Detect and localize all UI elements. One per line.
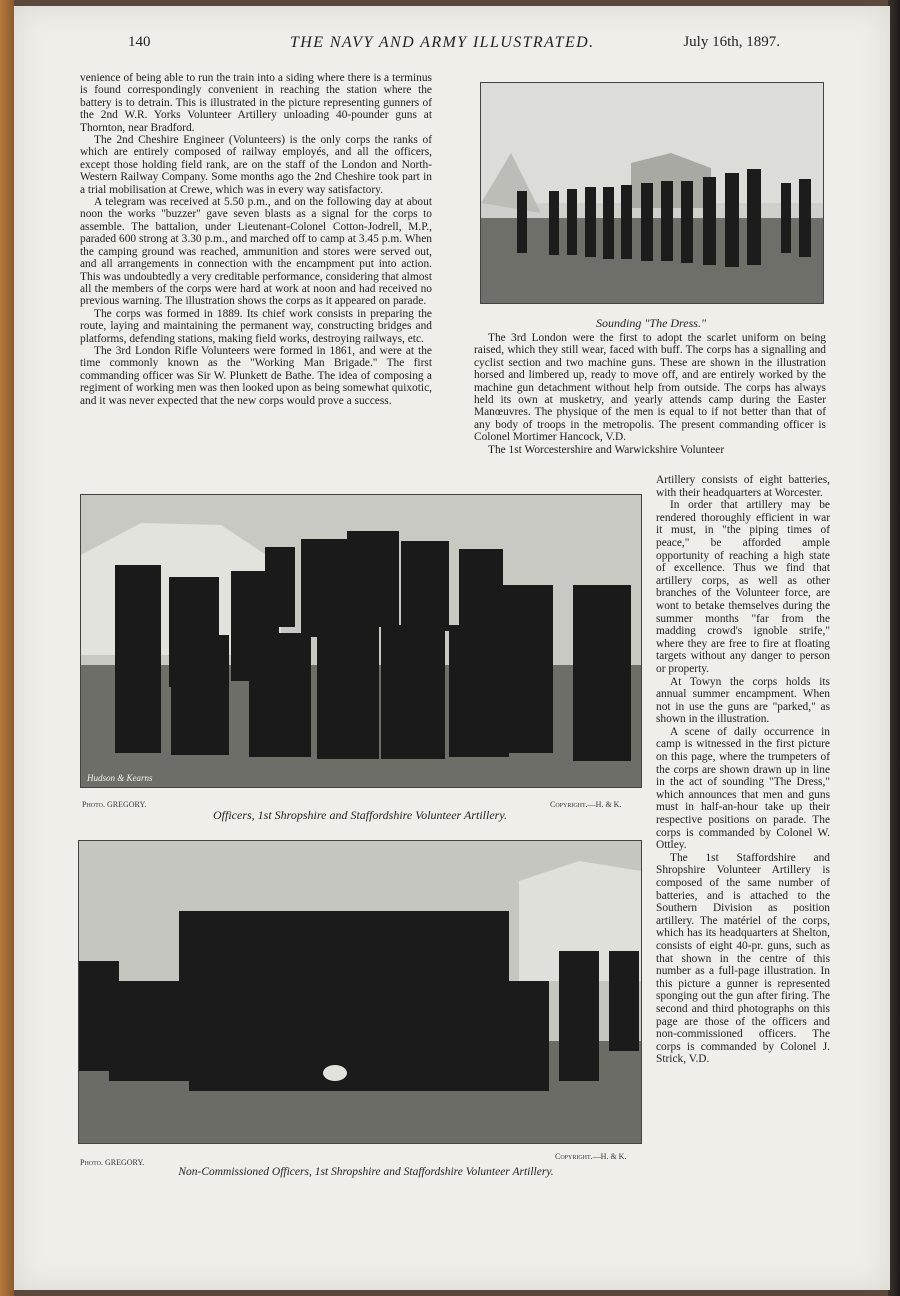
paragraph: The corps was formed in 1889. Its chief work consists in preparing the route, laying and maintaining the permanent way, constructing bridges and platforms, defending stations, making field works, destroying railways, etc. bbox=[80, 307, 432, 345]
photo3-caption: Non-Commissioned Officers, 1st Shropshire and Staffordshire Volunteer Artillery. bbox=[178, 1166, 554, 1178]
issue-date: July 16th, 1897. bbox=[683, 34, 780, 50]
running-header bbox=[100, 34, 780, 56]
paragraph: A telegram was received at 5.50 p.m., and on the following day at about noon the works "buzzer" gave seven blasts as a signal for the corps to assemble. The battalion, under Lieutenant-Colonel Cotton-Jodrell, M.P., paraded 600 strong at 3.30 p.m., and marched off to camp at 3.45 p.m. When the camping ground was reached, ammunition and stores were served out, and all arrangements in connection with the encampment put into action. This was undoubtedly a very creditable performance, considering that almost all the members of the corps were hard at work at noon and had received no previous warning. The illustration shows the corps as it appeared on parade. bbox=[80, 196, 432, 308]
photo2-caption: Officers, 1st Shropshire and Staffordshire Volunteer Artillery. bbox=[213, 808, 507, 822]
paragraph: The 1st Worcestershire and Warwickshire Volunteer bbox=[488, 443, 725, 456]
photo3-credit-left: Photo. GREGORY. bbox=[80, 1158, 145, 1167]
page-left-edge bbox=[0, 0, 14, 1296]
photo-sounding-the-dress bbox=[480, 82, 824, 304]
paragraph: venience of being able to run the train into a siding where there is a terminus is found correspondingly convenient in reaching the station where the battery is to detrain. This is illustrated in the picture representing gunners of the 2nd W.R. Yorks Volunteer Artillery unloading 40-pounder guns at Thornton, near Bradford. bbox=[80, 72, 432, 134]
paragraph: The 2nd Cheshire Engineer (Volunteers) is the only corps the ranks of which are entirely composed of railway employés, and all the officers, except those holding field rank, are on the staff of the London and North-Western Railway Company. Some months ago the 2nd Cheshire took part in a trial mobilisation at Crewe, which was in every way satisfactory. bbox=[80, 134, 432, 196]
paragraph: The 3rd London were the first to adopt the scarlet uniform on being raised, which they still wear, faced with buff. The corps has a signalling and cyclist section and two machine guns. These are shown in the illustration horsed and limbered up, ready to move off, and are entirely worked by the machine gun detachment without help from outside. The corps has always held its own at musketry, and yearly attends camp during the Easter Manœuvres. The physique of the men is equal to if not better than that of any body of troops in the metropolis. The present commanding officer is Colonel Mortimer Hancock, V.D. bbox=[474, 332, 826, 444]
photo3-credit-right: Copyright.—H. & K. bbox=[555, 1152, 627, 1161]
paragraph: A scene of daily occurrence in camp is witnessed in the first picture on this page, where the trumpeters of the corps are shown drawn up in line in the act of sounding "The Dress," which announces that men and guns must in half-an-hour take up their respective positions on parade. The corps is commanded by Colonel W. Ottley. bbox=[656, 725, 830, 852]
photo-non-commissioned-officers bbox=[78, 840, 642, 1144]
photo-officers bbox=[80, 494, 642, 788]
photo2-credit-left: Photo. GREGORY. bbox=[82, 800, 147, 809]
paragraph: At Towyn the corps holds its annual summer encampment. When not in use the guns are "parked," as shown in the illustration. bbox=[656, 675, 830, 726]
paragraph: Artillery consists of eight batteries, with their headquarters at Worcester. bbox=[656, 474, 830, 499]
photo1-caption: Sounding "The Dress." bbox=[596, 316, 706, 330]
paragraph: In order that artillery may be rendered thoroughly efficient in war it must, in "the piping times of peace," be afforded ample opportunity of reaching a high state of excellence. Thus we find that artillery corps, as well as other branches of the Volunteer force, are wont to betake themselves during the summer months "far from the madding crowd's ignoble strife," where they are free to fire at floating targets without any danger to person or property. bbox=[656, 499, 830, 675]
narrow-column-text bbox=[656, 474, 830, 1066]
right-column-text bbox=[474, 332, 826, 456]
publication-title: THE NAVY AND ARMY ILLUSTRATED. bbox=[290, 34, 595, 51]
page-number: 140 bbox=[128, 34, 151, 50]
photo2-credit-right: Copyright.—H. & K. bbox=[550, 800, 622, 809]
paragraph: The 3rd London Rifle Volunteers were formed in 1861, and were at the time commonly known as the "Working Man Brigade." The first commanding officer was Sir W. Plunkett de Bathe. The idea of composing a regiment of working men was then looked upon as being somewhat quixotic, and it was never expected that the new corps would prove a success. bbox=[80, 344, 432, 407]
paragraph: The 1st Staffordshire and Shropshire Volunteer Artillery is composed of the same number of batteries, and is attached to the Southern Division as position artillery. The matériel of the corps, which has its headquarters at Shelton, consists of eight 40-pr. guns, such as that shown in the centre of this number as a full-page illustration. In this picture a gunner is represented sponging out the gun after firing. The second and third photographs on this page are those of the officers and non-commissioned officers. The corps is commanded by Colonel J. Strick, V.D. bbox=[656, 851, 830, 1066]
photographer-signature: Hudson & Kearns bbox=[87, 773, 153, 783]
left-column-text bbox=[80, 72, 432, 407]
